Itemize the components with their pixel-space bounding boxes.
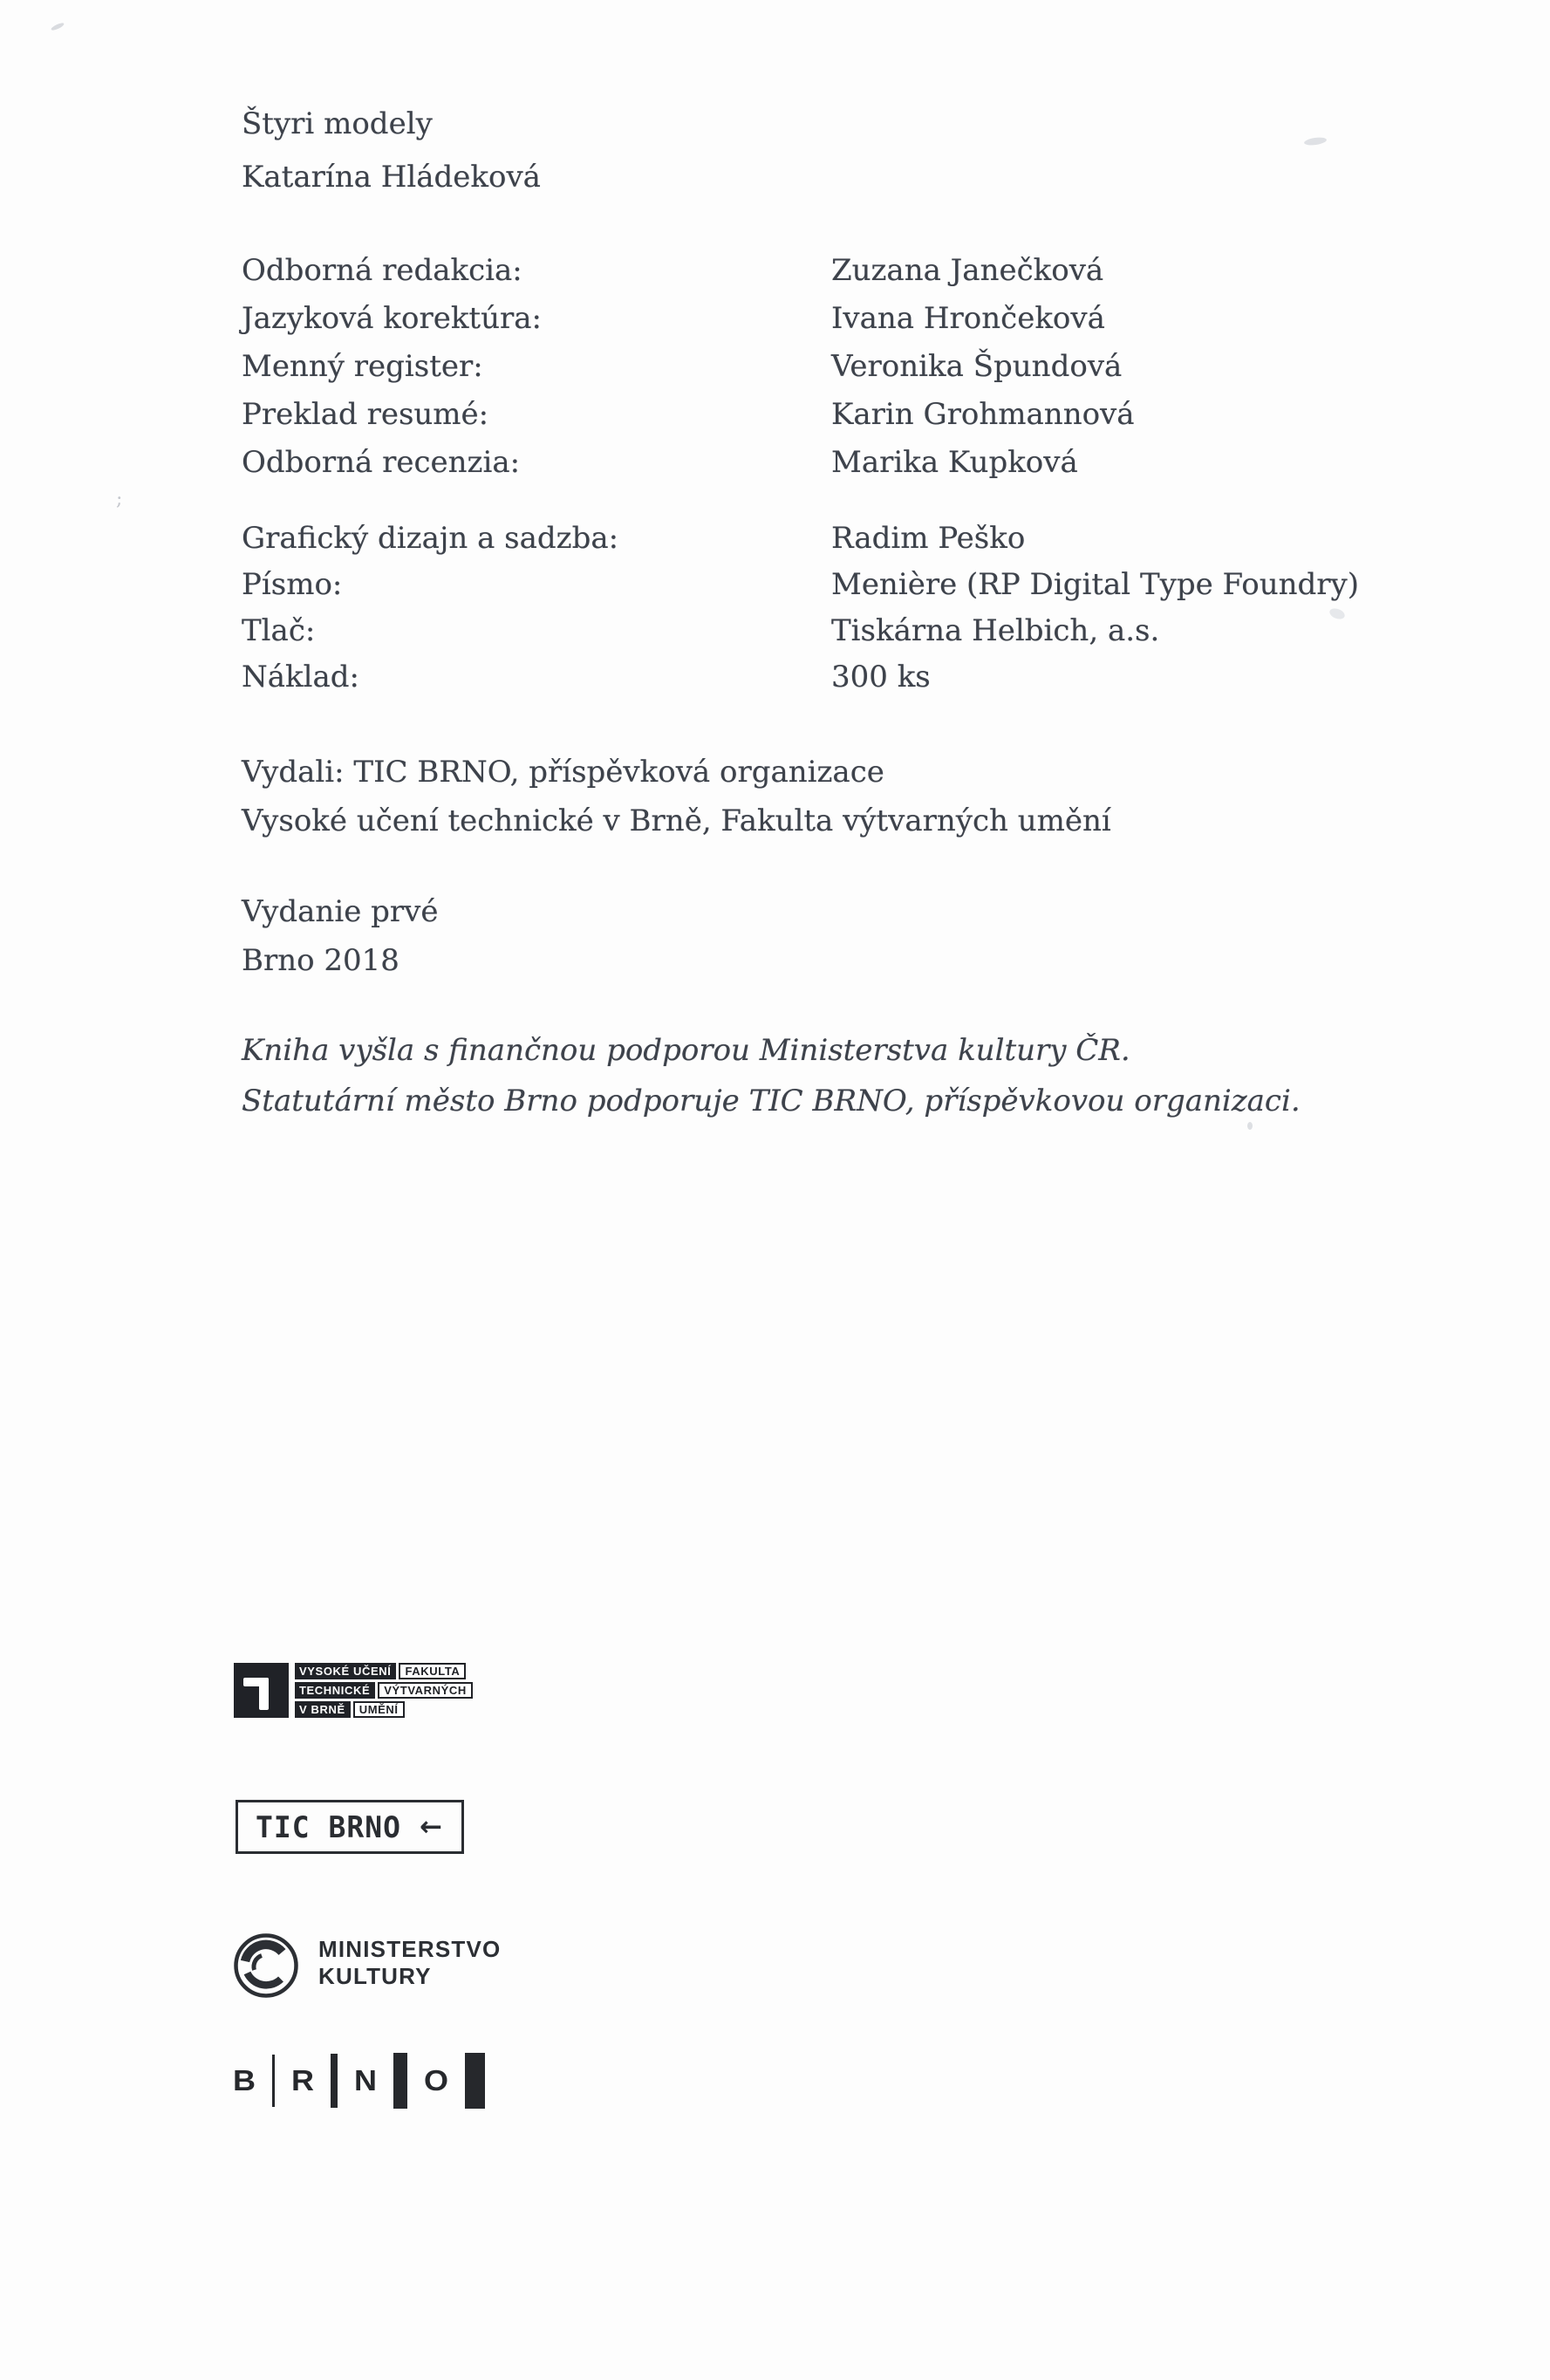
credit-value: Radim Peško — [831, 521, 1026, 556]
brno-letter: R — [291, 2063, 314, 2097]
ministry-name-line: KULTURY — [318, 1963, 432, 1989]
support-note — [242, 1025, 1301, 1126]
tic-brno-logo — [236, 1800, 464, 1854]
credit-label: Odborná recenzia: — [242, 445, 521, 480]
vut-t-icon — [234, 1663, 289, 1718]
ministry-name-line: MINISTERSTVO — [318, 1936, 502, 1962]
vut-favu-logo — [234, 1663, 473, 1718]
brno-letter: O — [424, 2063, 449, 2097]
brno-city-logo — [233, 2053, 485, 2109]
publisher-line: Vydali: TIC BRNO, příspěvková organizace — [242, 755, 884, 790]
vut-row-dark: V BRNĚ — [295, 1701, 351, 1718]
vut-row-boxed: FAKULTA — [399, 1663, 466, 1679]
book-title: Štyri modely — [242, 106, 433, 141]
edition-line: Brno 2018 — [242, 943, 399, 978]
credit-label: Grafický dizajn a sadzba: — [242, 521, 619, 556]
credit-value: Karin Grohmannová — [831, 397, 1135, 432]
credit-value: Ivana Hrončeková — [831, 301, 1105, 336]
credit-label: Náklad: — [242, 660, 359, 694]
credit-value: Marika Kupková — [831, 445, 1078, 480]
ministry-name — [318, 1932, 501, 1990]
publisher-line: Vysoké učení technické v Brně, Fakulta výtvarných umění — [242, 804, 1111, 838]
scan-artifact — [51, 22, 65, 31]
vut-row-dark: TECHNICKÉ — [295, 1682, 375, 1699]
ministry-of-culture-logo — [232, 1932, 501, 2000]
credits-production — [242, 516, 1359, 701]
publisher-block — [242, 748, 1111, 845]
scan-artifact: ; — [116, 489, 123, 510]
edition-block — [242, 887, 438, 985]
credit-label: Tlač: — [242, 613, 316, 648]
ministry-mark-icon — [232, 1932, 300, 2000]
support-line: Statutární město Brno podporuje TIC BRNO, příspěvkovou organizaci. — [242, 1084, 1301, 1118]
edition-line: Vydanie prvé — [242, 894, 439, 929]
title-block — [242, 98, 541, 204]
vut-row-boxed: VÝTVARNÝCH — [378, 1682, 473, 1699]
credit-label: Jazyková korektúra: — [242, 301, 542, 336]
credit-label: Preklad resumé: — [242, 397, 489, 432]
support-line: Kniha vyšla s finančnou podporou Ministerstva kultury ČR. — [242, 1033, 1130, 1068]
vut-row-dark: VYSOKÉ UČENÍ — [295, 1663, 396, 1679]
credit-label: Písmo: — [242, 567, 343, 602]
tic-brno-label: TIC BRNO — [256, 1809, 401, 1844]
brno-bar — [465, 2053, 485, 2109]
credits-editorial — [242, 247, 1135, 487]
credit-value: Zuzana Janečková — [831, 253, 1104, 288]
credit-label: Menný register: — [242, 349, 483, 384]
scan-artifact — [1304, 136, 1328, 147]
brno-letter: B — [233, 2063, 256, 2097]
brno-bar — [331, 2054, 338, 2108]
credit-value: Veronika Špundová — [831, 349, 1123, 384]
credit-value: Tiskárna Helbich, a.s. — [831, 613, 1160, 648]
vut-logo-text — [295, 1663, 473, 1718]
credit-label: Odborná redakcia: — [242, 253, 522, 288]
credit-value: Menière (RP Digital Type Foundry) — [831, 567, 1360, 602]
brno-bar — [272, 2055, 275, 2107]
brno-bar — [393, 2053, 407, 2109]
vut-row-boxed: UMĚNÍ — [353, 1701, 405, 1718]
left-arrow-icon: ← — [420, 1811, 442, 1843]
credit-value: 300 ks — [831, 660, 931, 694]
book-author: Katarína Hládeková — [242, 160, 541, 195]
brno-letter: N — [354, 2063, 377, 2097]
